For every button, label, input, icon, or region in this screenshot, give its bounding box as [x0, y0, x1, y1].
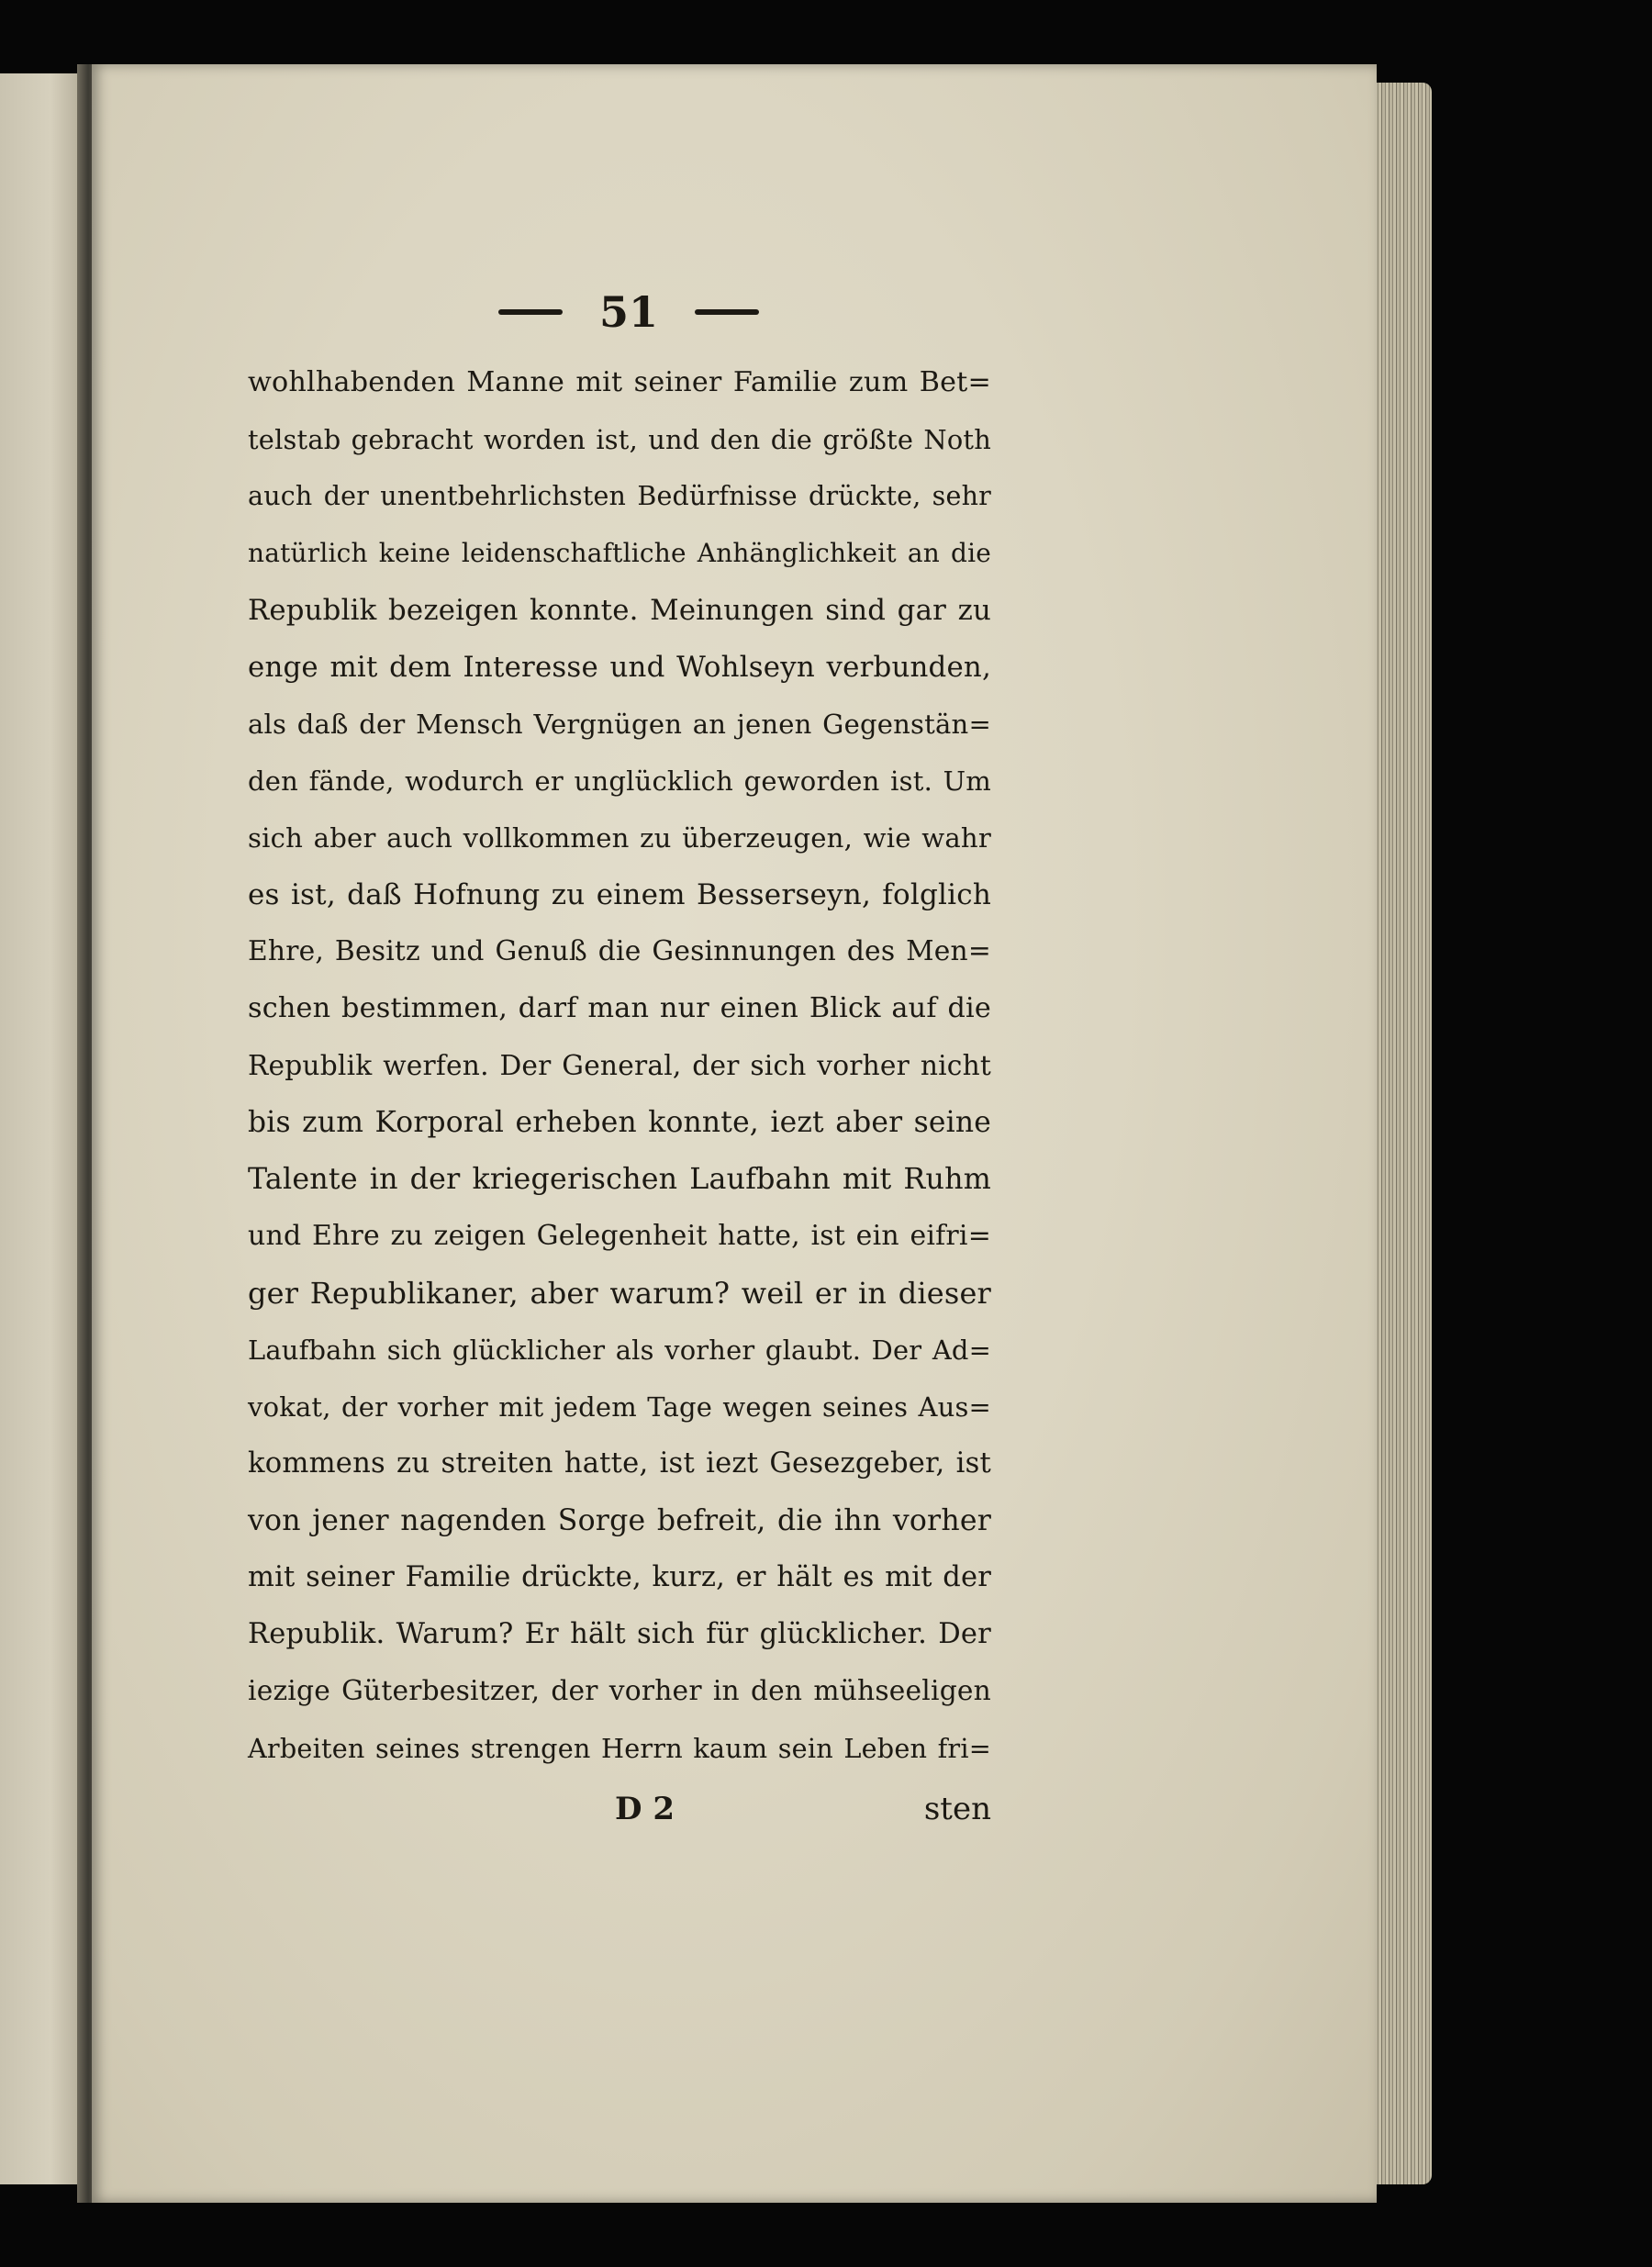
- text-line: Arbeiten seines strengen Herrn kaum sein Leben fri=: [248, 1733, 991, 1764]
- text-line: enge mit dem Interesse und Wohlseyn verbunden,: [248, 651, 991, 684]
- catchword: sten: [923, 1791, 991, 1827]
- text-line: sich aber auch vollkommen zu überzeugen, wie wahr: [248, 822, 991, 854]
- text-line: schen bestimmen, darf man nur einen Blick auf die: [248, 992, 991, 1024]
- text-line: von jener nagenden Sorge befreit, die ihn vorher: [248, 1504, 991, 1537]
- text-line: den fände, wodurch er unglücklich geworden ist. Um: [248, 765, 991, 797]
- text-line: Ehre, Besitz und Genuß die Gesinnungen des Men=: [248, 935, 991, 967]
- text-line: kommens zu streiten hatte, ist iezt Gesezgeber, ist: [248, 1447, 991, 1480]
- text-line: es ist, daß Hofnung zu einem Besserseyn, folglich: [248, 878, 991, 911]
- text-line: Talente in der kriegerischen Laufbahn mit Ruhm: [248, 1163, 991, 1196]
- signature-mark: D 2: [615, 1791, 675, 1827]
- text-line: telstab gebracht worden ist, und den die größte Noth: [248, 424, 991, 455]
- text-line: natürlich keine leidenschaftliche Anhänglichkeit an die: [248, 538, 991, 568]
- page-number: 51: [598, 287, 658, 337]
- text-line: Laufbahn sich glücklicher als vorher glaubt. Der Ad=: [248, 1335, 991, 1366]
- text-line: wohlhabenden Manne mit seiner Familie zum Bet=: [248, 366, 991, 398]
- text-line: Republik bezeigen konnte. Meinungen sind gar zu: [248, 594, 991, 627]
- text-line: als daß der Mensch Vergnügen an jenen Gegenstän=: [248, 709, 991, 740]
- page-edges: [1367, 83, 1432, 2184]
- text-line: mit seiner Familie drückte, kurz, er hält es mit der: [248, 1561, 991, 1593]
- running-head: [266, 275, 991, 349]
- text-line: auch der unentbehrlichsten Bedürfnisse drückte, sehr: [248, 481, 991, 511]
- text-line: ger Republikaner, aber warum? weil er in dieser: [248, 1276, 991, 1311]
- text-line: Republik werfen. Der General, der sich vorher nicht: [248, 1049, 991, 1081]
- text-line: und Ehre zu zeigen Gelegenheit hatte, ist ein eifri=: [248, 1220, 991, 1252]
- page-footer: [248, 1781, 991, 1837]
- text-line: bis zum Korporal erheben konnte, iezt aber seine: [248, 1106, 991, 1139]
- text-line: vokat, der vorher mit jedem Tage wegen seines Aus=: [248, 1391, 991, 1423]
- text-line: iezige Güterbesitzer, der vorher in den mühseeligen: [248, 1675, 991, 1707]
- head-dash-right: [695, 309, 759, 315]
- text-line: Republik. Warum? Er hält sich für glücklicher. Der: [248, 1618, 991, 1650]
- page-text-block: [248, 275, 991, 1837]
- body-text: [248, 354, 991, 1777]
- head-dash-left: [498, 309, 563, 315]
